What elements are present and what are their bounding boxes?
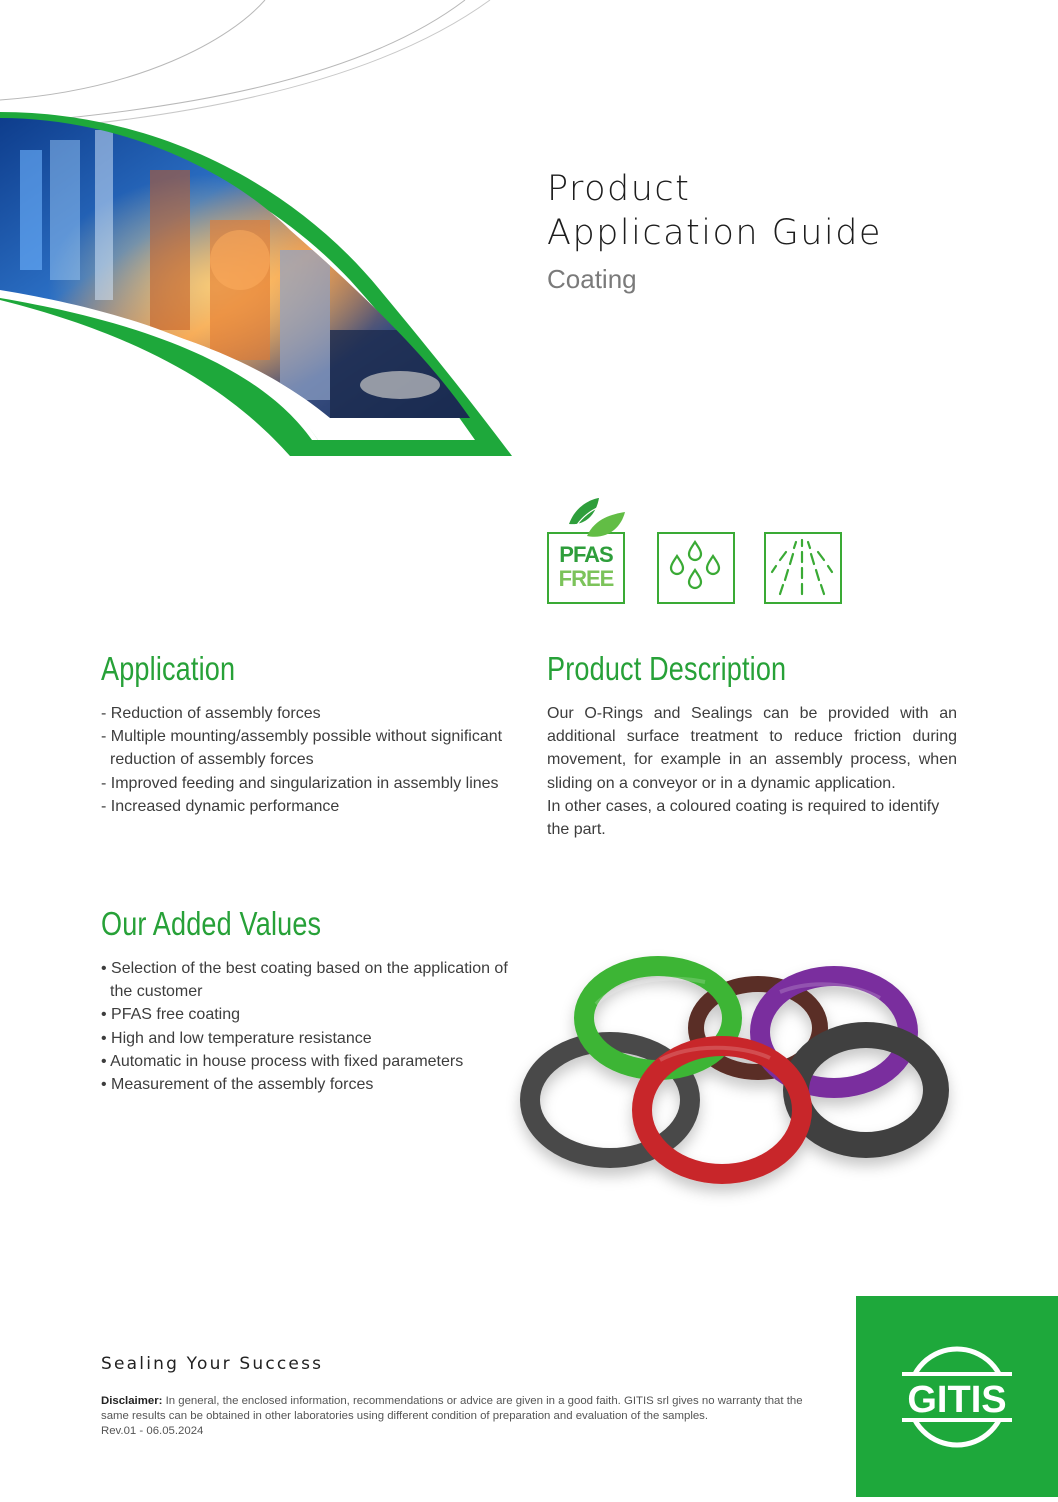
list-item: - Improved feeding and singularization in assembly lines [101, 774, 499, 792]
list-item: - Multiple mounting/assembly possible without significant reduction of assembly forces [101, 728, 503, 769]
disclaimer-text: In general, the enclosed information, recommendations or advice are given in a good faith. GITIS srl gives no warranty that the same results can be obtained in other laboratories using different condition of preparation and evaluation of the samples. [101, 1395, 803, 1422]
slogan: Sealing Your Success [101, 1354, 324, 1374]
free-label: FREE [558, 566, 614, 591]
page-subtitle: Coating [547, 264, 637, 294]
water-drops-icon [657, 532, 735, 604]
gitis-logo-icon [856, 1296, 1058, 1497]
list-item: • Measurement of the assembly forces [101, 1076, 374, 1094]
description-paragraph: Our O-Rings and Sealings can be provided with an additional surface treatment to reduce friction during movement, for example in an assembly process, when sliding on a conveyor or in a dynamic application. [547, 705, 957, 792]
pfas-free-icon [547, 532, 625, 604]
application-list [101, 702, 516, 818]
page-title-line2: Application Guide [547, 213, 882, 253]
o-rings-image [500, 940, 970, 1210]
application-heading: Application [101, 650, 236, 687]
spray-icon [764, 532, 842, 604]
disclaimer-label: Disclaimer: [101, 1395, 163, 1407]
hero-industrial-image [0, 0, 560, 470]
product-description-heading: Product Description [547, 650, 787, 687]
gitis-logo-panel [856, 1296, 1058, 1497]
list-item: • High and low temperature resistance [101, 1029, 372, 1047]
list-item: • PFAS free coating [101, 1006, 241, 1024]
pfas-label: PFAS [559, 542, 613, 567]
added-values-list [101, 957, 516, 1096]
revision-text: Rev.01 - 06.05.2024 [101, 1425, 204, 1437]
product-description-text [547, 702, 957, 841]
disclaimer [101, 1394, 831, 1439]
gitis-logo-text: GITIS [907, 1379, 1007, 1421]
page-title-line1: Product [547, 169, 691, 209]
added-values-heading: Our Added Values [101, 905, 322, 942]
description-paragraph: In other cases, a coloured coating is required to identify the part. [547, 797, 940, 839]
list-item: • Automatic in house process with fixed parameters [101, 1052, 464, 1070]
list-item: - Reduction of assembly forces [101, 705, 321, 722]
list-item: • Selection of the best coating based on the application of the customer [101, 960, 508, 1001]
list-item: - Increased dynamic performance [101, 797, 340, 815]
